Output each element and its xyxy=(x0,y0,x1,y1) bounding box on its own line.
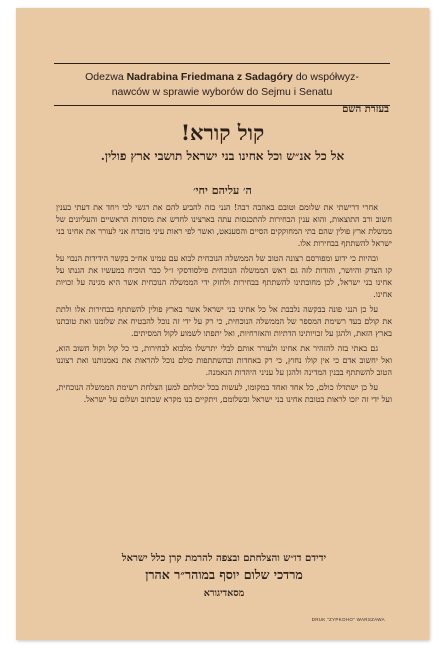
header-suffix: do współwyz- xyxy=(295,71,359,83)
document-title: קול קורא! xyxy=(180,120,265,145)
printer-mark: DRUK "ZYPKOHO" WARSZAWA xyxy=(311,617,385,622)
document-subtitle: אל כל אנ״ש וכל אחינו בני ישראל תושבי ארץ פולין. xyxy=(100,149,345,163)
blessing-text: בעזרת השם xyxy=(342,104,389,115)
signature: מרדכי שלום יוסף במוהר״ר אהרן xyxy=(145,567,303,582)
header-line-1 xyxy=(54,70,390,85)
header-prefix: Odezwa xyxy=(85,71,124,83)
header-rabbi-name: Nadrabina Friedmana z Sadagóry xyxy=(126,71,293,83)
greeting-line: ה׳ עליהם יחי׳ xyxy=(193,184,252,197)
body-paragraph-5: על כן ישתדלו כולם, כל אחד ואחד במקומו, לעשות בכל יכולתם למען הצלחת רשימת הממשלה הנוכחית, ועל ידי זה יזכו לראות בטובת אחינו בני ישראל ובשלומם, ויתקיים בנו מקרא שכתוב ושלום על ישראל. xyxy=(56,383,392,404)
document-page xyxy=(16,8,429,640)
body-paragraph-4: גם באתי בזה להזהיר את אחינו ולעורר אותם לבלי יתרשלו מלבוא לבחירות, כי כל קול וקול חשוב הוא, ואל יחשוב אדם כי אין קולו נחוץ, כי רק באחדות ובהשתתפות כולם נוכל להראות את נאמנותנו ואת רצוננו הטוב להשתתף בבנין המדינה ולהגן על עניני היהדות הנאמנה. xyxy=(56,344,392,377)
body-text xyxy=(56,202,392,409)
body-paragraph-3: על כן הנני פונה בבקשה נלבבת אל כל אחינו בני ישראל אשר בארץ פולין להשתתף בבחירות אלו ולתת את קולם בעד רשימת המספר של הממשלה הנוכחית, כי רק על ידי זה נוכל להבטיח את שלומנו ואת טובתנו בארץ הזאת, ולהגן על זכויותינו הדתיות והאזרחיות, ואל יתפתו לשמוע לקול המסיתים. xyxy=(56,305,392,338)
polish-header xyxy=(54,63,390,106)
body-paragraph-2: ובהיות כי ידוע ומפורסם רצונה הטוב של הממשלה הנוכחית לבוא עם עמינו אח״כ בקשר הידידות הנבוי על קו הצדק והיושר, והודות לזה גם ראש הממשלה הנוכחית פילסודסקי ז״ל כבר הוכיח במעשיו את הגנתו על אחינו בני ישראל, לכן מחובתינו להשתתף בבחירות ולחזק ידי הממשלה הנוכחית אשר היא מגינה על זכויות אחינו. xyxy=(56,254,392,299)
header-line-2: nawców w sprawie wyborów do Sejmu i Senatu xyxy=(111,86,333,98)
body-paragraph-1: אחרי דרישתי את שלומם וטובם באהבה רבה! הנני בזה להביע להם את רגשי לבי ויחד את דעתי בענין חשוב ורב התוצאות, והוא ענין הבחירות להתכנסות עתה בארצינו לחדש את מוסדות הראשיים והעליונים של ממשלת ארץ פולין שהם בתי המחוקקים הסיים והסענאט, ואשר לפי ראות עיני מוכרח אני לעורר את אחינו בני ישראל להשתתף בבחירות אלו. xyxy=(56,203,392,248)
closing-line: ידידם דו״ש והצלחתם ובצפה להרמת קרן כלל ישראל xyxy=(121,553,327,564)
place-name: מסאדיגורא xyxy=(203,588,245,599)
